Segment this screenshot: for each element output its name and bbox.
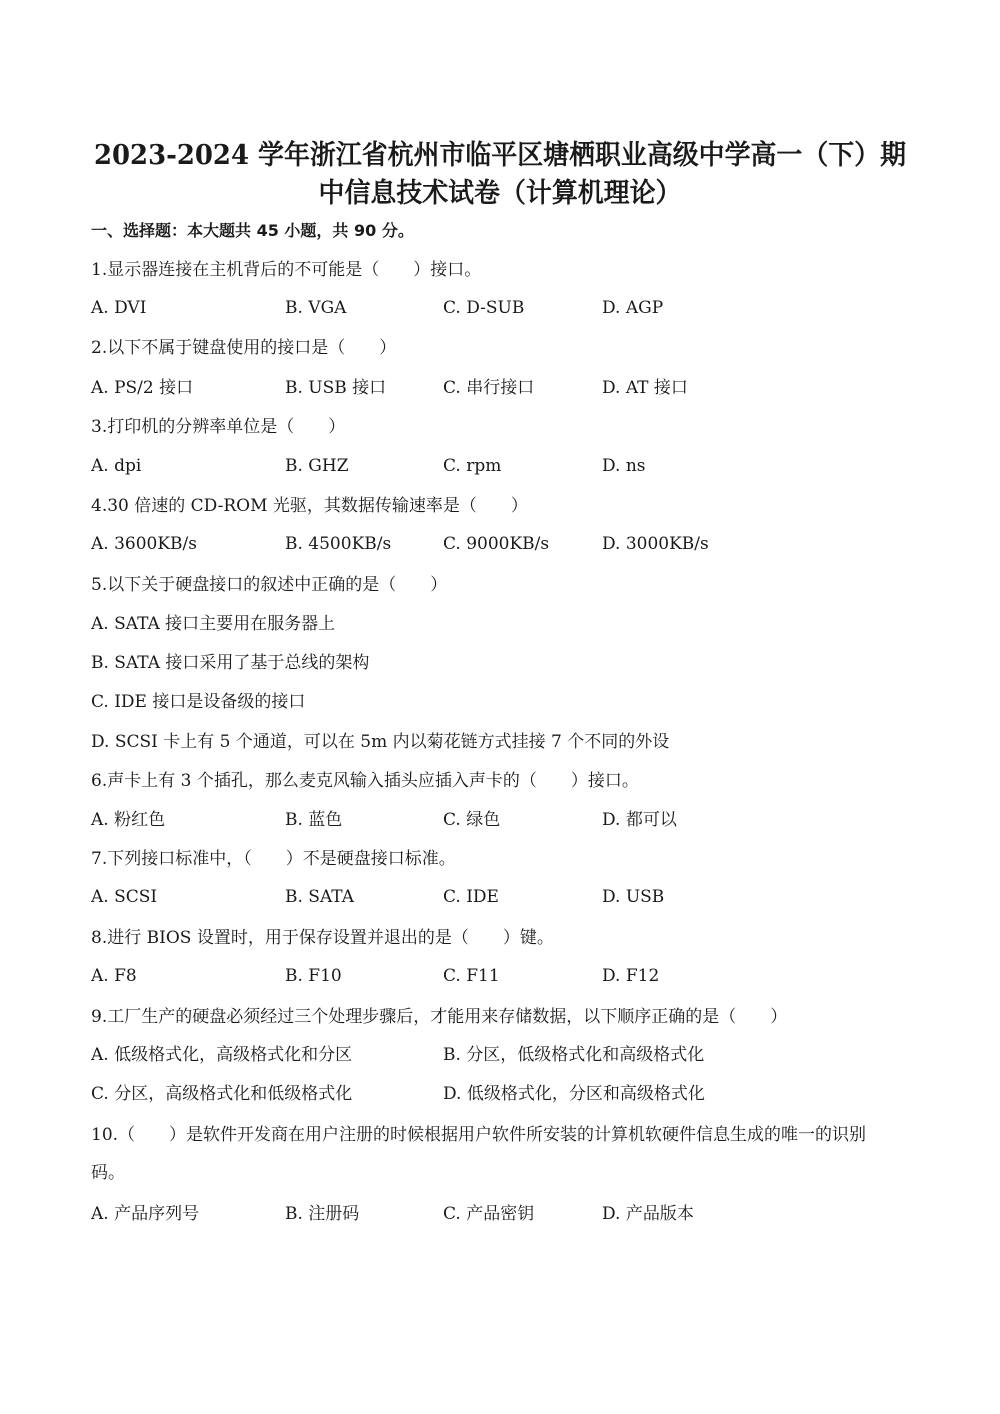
question-2-option-c: C. 串行接口: [443, 378, 535, 398]
section-heading: 一、选择题：本大题共 45 小题，共 90 分。: [91, 221, 414, 240]
question-5-option-d: D. SCSI 卡上有 5 个通道，可以在 5m 内以菊花链方式挂接 7 个不同的外设: [91, 732, 670, 752]
question-3-stem: 3.打印机的分辨率单位是（ ）: [91, 417, 346, 437]
question-6-option-c: C. 绿色: [443, 810, 501, 830]
question-6-option-a: A. 粉红色: [91, 810, 166, 830]
question-9-option-d: D. 低级格式化，分区和高级格式化: [443, 1084, 705, 1104]
question-8-option-c: C. F11: [443, 966, 500, 986]
question-10-stem-line-1: 10.（ ）是软件开发商在用户注册的时候根据用户软件所安装的计算机软硬件信息生成的唯一的识别: [91, 1125, 867, 1145]
question-5-option-a: A. SATA 接口主要用在服务器上: [91, 614, 336, 634]
question-4-stem: 4.30 倍速的 CD-ROM 光驱，其数据传输速率是（ ）: [91, 496, 528, 516]
question-3-option-c: C. rpm: [443, 456, 502, 476]
question-1-option-b: B. VGA: [285, 298, 347, 318]
question-3-option-a: A. dpi: [91, 456, 142, 476]
question-2-option-a: A. PS/2 接口: [91, 378, 194, 398]
question-7-option-b: B. SATA: [285, 887, 354, 907]
question-7-option-d: D. USB: [602, 887, 665, 907]
question-7-option-a: A. SCSI: [91, 887, 158, 907]
question-7-stem: 7.下列接口标准中，（ ）不是硬盘接口标准。: [91, 849, 456, 869]
question-6-option-b: B. 蓝色: [285, 810, 343, 830]
question-9-option-c: C. 分区，高级格式化和低级格式化: [91, 1084, 353, 1104]
question-7-option-c: C. IDE: [443, 887, 499, 907]
question-5-option-c: C. IDE 接口是设备级的接口: [91, 692, 306, 712]
question-1-option-c: C. D-SUB: [443, 298, 525, 318]
question-2-option-d: D. AT 接口: [602, 378, 688, 398]
question-10-option-b: B. 注册码: [285, 1204, 360, 1224]
question-4-option-c: C. 9000KB/s: [443, 534, 550, 554]
question-10-option-c: C. 产品密钥: [443, 1204, 535, 1224]
question-3-option-d: D. ns: [602, 456, 646, 476]
question-6-option-d: D. 都可以: [602, 810, 677, 830]
question-9-option-b: B. 分区，低级格式化和高级格式化: [443, 1045, 705, 1065]
question-2-stem: 2.以下不属于键盘使用的接口是（ ）: [91, 338, 397, 358]
question-8-option-a: A. F8: [91, 966, 137, 986]
question-3-option-b: B. GHZ: [285, 456, 349, 476]
question-4-option-b: B. 4500KB/s: [285, 534, 392, 554]
question-8-stem: 8.进行 BIOS 设置时，用于保存设置并退出的是（ ）键。: [91, 928, 554, 948]
question-5-option-b: B. SATA 接口采用了基于总线的架构: [91, 653, 370, 673]
question-6-stem: 6.声卡上有 3 个插孔，那么麦克风输入插头应插入声卡的（ ）接口。: [91, 771, 639, 791]
question-4-option-a: A. 3600KB/s: [91, 534, 197, 554]
question-8-option-d: D. F12: [602, 966, 660, 986]
question-5-stem: 5.以下关于硬盘接口的叙述中正确的是（ ）: [91, 575, 448, 595]
question-10-option-d: D. 产品版本: [602, 1204, 694, 1224]
question-1-option-d: D. AGP: [602, 298, 664, 318]
exam-title-line-2: 中信息技术试卷（计算机理论）: [318, 178, 682, 209]
question-2-option-b: B. USB 接口: [285, 378, 387, 398]
question-1-stem: 1.显示器连接在主机背后的不可能是（ ）接口。: [91, 260, 482, 280]
question-4-option-d: D. 3000KB/s: [602, 534, 709, 554]
question-8-option-b: B. F10: [285, 966, 342, 986]
question-10-stem-line-2: 码。: [91, 1163, 125, 1183]
question-9-option-a: A. 低级格式化，高级格式化和分区: [91, 1045, 353, 1065]
question-9-stem: 9.工厂生产的硬盘必须经过三个处理步骤后，才能用来存储数据，以下顺序正确的是（ ）: [91, 1007, 788, 1027]
question-1-option-a: A. DVI: [91, 298, 147, 318]
question-10-option-a: A. 产品序列号: [91, 1204, 200, 1224]
exam-title-line-1: 2023-2024 学年浙江省杭州市临平区塘栖职业高级中学高一（下）期: [93, 140, 907, 171]
